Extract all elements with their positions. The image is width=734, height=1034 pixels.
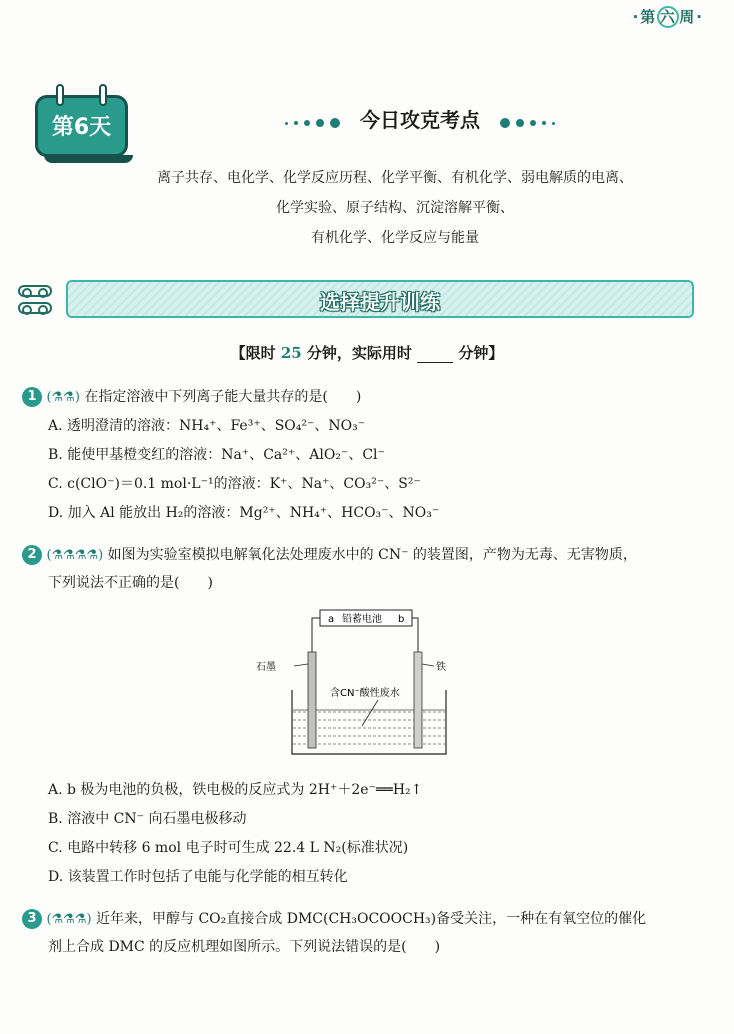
question-number-badge: 2 xyxy=(22,545,42,565)
graphite-label: 石墨 xyxy=(256,662,276,673)
q2-option-c: C. 电路中转移 6 mol 电子时可生成 22.4 L N₂(标准状况) xyxy=(48,840,409,856)
question-stem-text: 如图为实验室模拟电解氧化法处理废水中的 CN⁻ 的装置图，产物为无毒、无害物质， xyxy=(107,547,637,563)
battery-terminal-b: b xyxy=(398,614,405,625)
week-badge-number: 六 xyxy=(657,6,679,28)
section-title: 选择提升训练 xyxy=(320,290,440,314)
q2-option-b: B. 溶液中 CN⁻ 向石墨电极移动 xyxy=(48,811,247,827)
timer-line xyxy=(0,342,734,363)
question-number-badge: 1 xyxy=(22,387,42,407)
topics-line-1: 离子共存、电化学、化学反应历程、化学平衡、有机化学、弱电解质的电离、 xyxy=(157,170,633,186)
question-3-stem-line-2: 剂上合成 DMC 的反应机理如图所示。下列说法错误的是( ) xyxy=(48,939,441,955)
week-badge xyxy=(633,6,704,28)
headline xyxy=(250,104,590,134)
iron-label: 铁 xyxy=(436,662,446,673)
question-2-stem xyxy=(22,544,712,567)
dots-left-decoration xyxy=(282,110,343,134)
clip-icon xyxy=(18,302,52,314)
topics-line-2: 化学实验、原子结构、沉淀溶解平衡、 xyxy=(276,200,514,216)
timer-prefix: 【限时 xyxy=(230,344,276,362)
graphite-electrode xyxy=(308,652,316,748)
section-banner xyxy=(18,280,694,320)
difficulty-flask-icon: (⚗⚗⚗) xyxy=(46,912,92,927)
q1-option-d: D. 加入 Al 能放出 H₂的溶液：Mg²⁺、NH₄⁺、HCO₃⁻、NO₃⁻ xyxy=(48,505,440,521)
difficulty-flask-icon: (⚗⚗⚗⚗) xyxy=(46,548,104,563)
calendar-ring-icon xyxy=(56,84,64,106)
question-2-stem-line-2: 下列说法不正确的是( ) xyxy=(48,575,213,591)
q1-option-c: C. c(ClO⁻)＝0.1 mol·L⁻¹的溶液：K⁺、Na⁺、CO₃²⁻、S²⁻ xyxy=(48,476,421,492)
q1-option-a: A. 透明澄清的溶液：NH₄⁺、Fe³⁺、SO₄²⁻、NO₃⁻ xyxy=(48,418,366,434)
time-used-blank[interactable] xyxy=(417,344,453,363)
question-1-stem xyxy=(22,386,712,409)
question-stem-text: 在指定溶液中下列离子能大量共存的是( ) xyxy=(84,389,362,405)
calendar-ring-icon xyxy=(99,84,107,106)
day-calendar-icon xyxy=(35,95,128,157)
question-3-stem xyxy=(22,908,712,931)
iron-electrode xyxy=(414,652,422,748)
week-badge-suffix: 周· xyxy=(679,8,704,26)
difficulty-flask-icon: (⚗⚗) xyxy=(46,390,80,405)
timer-minutes: 25 xyxy=(280,344,302,362)
dots-right-decoration xyxy=(497,110,558,134)
battery-terminal-a: a xyxy=(328,614,335,625)
topics-line-3: 有机化学、化学反应与能量 xyxy=(311,230,479,246)
day-label: 第6天 xyxy=(51,115,112,140)
battery-label: 铅蓄电池 xyxy=(342,614,382,625)
q2-option-d: D. 该装置工作时包括了电能与化学能的相互转化 xyxy=(48,869,348,885)
solution-label: 含CN⁻酸性废水 xyxy=(330,688,400,699)
electrolysis-apparatus-diagram xyxy=(250,608,470,760)
timer-suffix: 分钟】 xyxy=(458,344,504,362)
week-badge-prefix: ·第 xyxy=(632,8,658,26)
q1-option-b: B. 能使甲基橙变红的溶液：Na⁺、Ca²⁺、AlO₂⁻、Cl⁻ xyxy=(48,447,385,463)
timer-middle: 分钟，实际用时 xyxy=(306,344,412,362)
headline-text: 今日攻克考点 xyxy=(360,108,480,132)
question-number-badge: 3 xyxy=(22,909,42,929)
q2-option-a: A. b 极为电池的负极，铁电极的反应式为 2H⁺＋2e⁻══H₂↑ xyxy=(48,782,423,798)
clip-icon xyxy=(18,285,52,297)
question-stem-text: 近年来，甲醇与 CO₂直接合成 DMC(CH₃OCOOCH₃)备受关注，一种在有氧空位的催化 xyxy=(96,911,647,927)
